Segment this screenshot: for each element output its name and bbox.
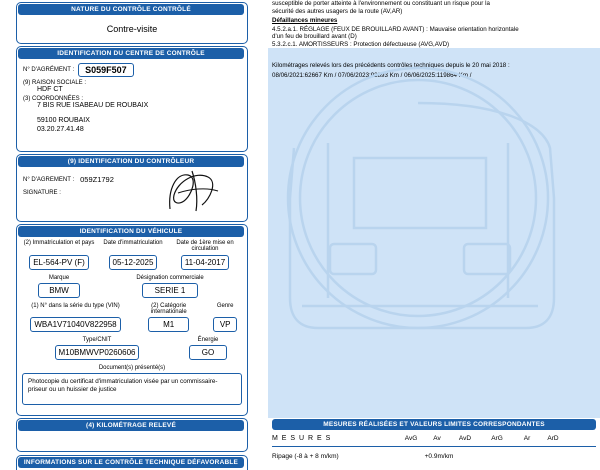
date-circulation-label: Date de 1ère mise en circulation — [176, 240, 234, 253]
centre-controle-box — [16, 46, 248, 152]
energie-value: GO — [189, 345, 227, 360]
kilometrages-line-1: Kilométrages relevés lors des précédents contrôles techniques depuis le 20 mai 2018 : — [272, 62, 510, 69]
defaillance-item-2: 5.3.2.c.1. AMORTISSEURS : Protection défectueuse (AVG,AVD) — [272, 41, 450, 48]
nature-controle-header: NATURE DU CONTRÔLE CONTRÔLÉ — [18, 4, 244, 15]
vin-value: WBA1V71040V822958 — [30, 317, 120, 332]
vin-label: (1) N° dans la série du type (VIN) — [31, 302, 120, 309]
document-value: Photocopie du certificat d'immatriculation visée par un commissaire-priseur ou un huissier de justice — [22, 373, 242, 405]
defaillance-item-1: 4.5.2.a.1. RÉGLAGE (FEUX DE BROUILLARD AVANT) : Mauvaise orientation horizontale — [272, 26, 519, 33]
designation-label: Désignation commerciale — [136, 274, 204, 281]
mesures-table — [272, 432, 596, 462]
centre-phone: 03.20.27.41.48 — [37, 126, 84, 134]
controleur-box — [16, 154, 248, 222]
immat-value: EL-564-PV (F) — [29, 255, 89, 270]
cnit-value: M10BMWVP0260606 — [55, 345, 140, 360]
address-line-2: 59100 ROUBAIX — [37, 117, 90, 125]
top-note-line-2: sécurité des autres usagers de la route (AV,AR) — [272, 8, 403, 15]
marque-value: BMW — [38, 283, 80, 298]
col-avg: AvG — [404, 434, 418, 442]
raison-sociale-label: (9) RAISON SOCIALE : — [23, 80, 87, 87]
signature-label: SIGNATURE : — [23, 190, 61, 197]
categorie-label: (2) Catégorie internationale — [150, 302, 187, 315]
designation-value: SERIE 1 — [142, 283, 199, 298]
centre-controle-header: IDENTIFICATION DU CENTRE DE CONTRÔLE — [18, 48, 244, 59]
right-column — [268, 0, 600, 470]
col-ar: Ar — [523, 434, 531, 442]
defavorable-header: INFORMATIONS SUR LE CONTRÔLE TECHNIQUE DÉFAVORABLE — [18, 457, 244, 468]
immat-label: (2) Immatriculation et pays — [23, 240, 95, 247]
address-line-1: 7 BIS RUE ISABEAU DE ROUBAIX — [37, 102, 149, 110]
table-row — [272, 450, 596, 462]
signature-mark — [162, 169, 232, 213]
date-immat-label: Date d'immatriculation — [103, 240, 163, 247]
vehicule-header: IDENTIFICATION DU VÉHICULE — [18, 226, 244, 237]
date-immat-value: 05-12-2025 — [109, 255, 158, 270]
mesures-header: MESURES RÉALISÉES ET VALEURS LIMITES CORRESPONDANTES — [272, 419, 596, 430]
coordonnees-label: (3) COORDONNÉES : — [23, 96, 84, 103]
genre-value: VP — [213, 317, 238, 332]
cnit-label: Type/CNIT — [82, 336, 112, 343]
kilometrages-line-2: 08/06/2021:62667 Km / 07/06/2023:92893 Km / 06/06/2025:119864 Km / — [272, 72, 472, 79]
vehicule-box — [16, 224, 248, 416]
mesures-col-label: M E S U R E S — [272, 434, 332, 442]
energie-label: Énergie — [197, 336, 219, 343]
defavorable-box — [16, 455, 248, 470]
nature-controle-box — [16, 2, 248, 44]
genre-label: Genre — [216, 302, 234, 309]
mesures-table-header-row — [272, 432, 596, 444]
controleur-header: (9) IDENTIFICATION DU CONTRÔLEUR — [18, 156, 244, 167]
agrement-label: N° D'AGRÉMENT : — [23, 67, 75, 74]
raison-sociale-value: HDF CT — [37, 86, 63, 94]
mesures-divider — [272, 446, 596, 447]
col-ard: ArD — [547, 434, 559, 442]
col-av: Av — [433, 434, 441, 442]
agrement-value: S059F507 — [78, 63, 134, 77]
left-column — [0, 0, 266, 470]
document-label: Document(s) présenté(s) — [98, 364, 166, 371]
col-arg: ArG — [491, 434, 503, 442]
controleur-agrement-label: N° D'AGREMENT : — [23, 176, 75, 183]
top-note-line-1: susceptible de porter atteinte à l'environnement ou constituant un risque pour la — [272, 0, 490, 7]
defaillance-item-1-cont: d'un feu de brouillard avant (D) — [272, 33, 357, 40]
row-label-ripage: Ripage (-8 à + 8 m/km) — [272, 452, 339, 460]
col-avd: AvD — [458, 434, 472, 442]
vehicle-diagram-area — [268, 48, 600, 418]
categorie-value: M1 — [148, 317, 189, 332]
kilometrage-header: (4) KILOMÉTRAGE RELEVÉ — [18, 420, 244, 431]
defaillances-mineures-title: Défaillances mineures — [272, 17, 338, 24]
kilometrage-box — [16, 418, 248, 452]
car-outline-illustration — [268, 48, 600, 418]
nature-controle-value: Contre-visite — [106, 24, 158, 35]
row-value-ripage: +0.9m/km — [424, 452, 454, 460]
date-circulation-value: 11-04-2017 — [181, 255, 229, 270]
marque-label: Marque — [48, 274, 70, 281]
mesures-header-bar — [272, 419, 596, 430]
controleur-agrement-value: 059Z1792 — [80, 175, 114, 185]
